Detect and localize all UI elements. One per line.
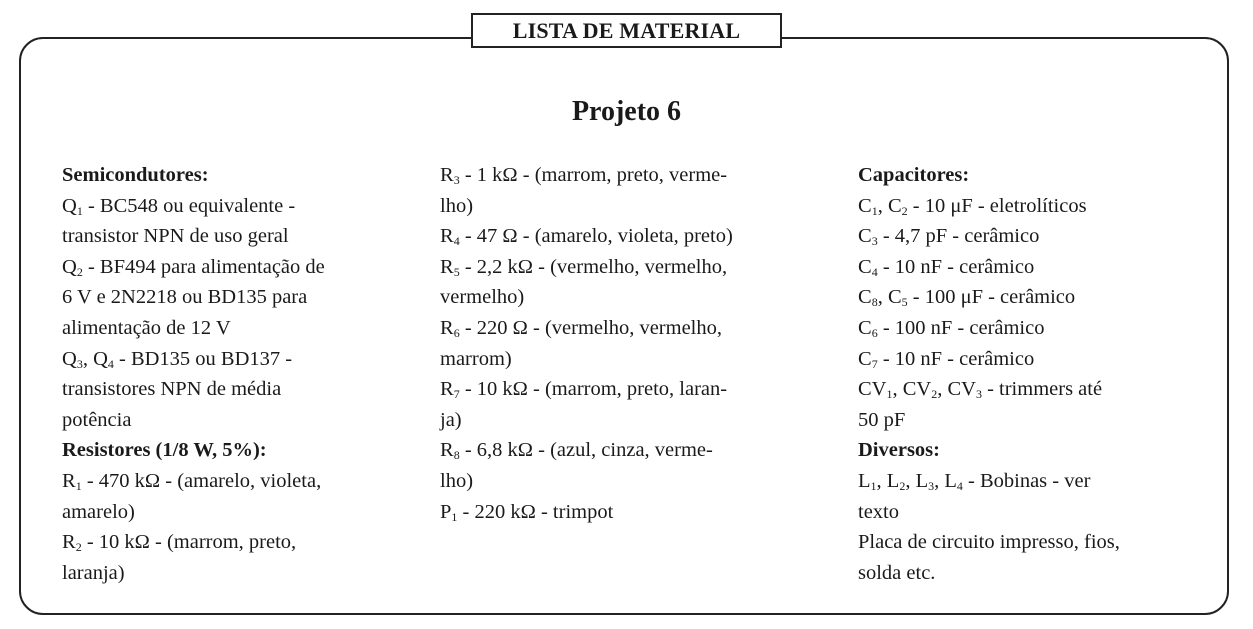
list-item xyxy=(858,405,1213,436)
component-index: 2 xyxy=(899,478,906,493)
list-item-text: Q xyxy=(62,347,77,370)
list-item-text: - Bobinas - ver xyxy=(962,469,1091,492)
list-item xyxy=(858,221,1213,252)
component-index: 2 xyxy=(931,387,938,402)
list-item-text: - 10 kΩ - (marrom, preto, xyxy=(81,531,297,554)
list-item-text: - 100 μF - cerâmico xyxy=(907,286,1076,309)
list-item-text: C xyxy=(858,316,872,339)
component-index: 6 xyxy=(871,325,878,340)
component-index: 4 xyxy=(453,234,460,249)
list-item-text: - 6,8 kΩ - (azul, cinza, verme- xyxy=(459,439,713,462)
list-item xyxy=(858,344,1213,375)
component-index: 2 xyxy=(901,203,908,218)
list-item xyxy=(440,374,835,405)
component-index: 1 xyxy=(870,478,877,493)
list-item xyxy=(62,191,412,222)
component-index: 6 xyxy=(453,325,460,340)
list-item-text: - 470 kΩ - (amarelo, violeta, xyxy=(81,469,322,492)
list-item-text: , C xyxy=(877,194,902,217)
list-item xyxy=(62,252,412,283)
component-index: 2 xyxy=(76,264,83,279)
component-index: 5 xyxy=(453,264,460,279)
list-header-title: LISTA DE MATERIAL xyxy=(512,17,741,43)
list-item-text: - 2,2 kΩ - (vermelho, vermelho, xyxy=(459,255,728,278)
list-item-text: ja) xyxy=(440,408,462,431)
component-index: 1 xyxy=(871,203,878,218)
list-item-text: - 10 nF - cerâmico xyxy=(877,255,1035,278)
list-item-text: R xyxy=(440,439,454,462)
component-index: 1 xyxy=(76,203,83,218)
list-item-text: , L xyxy=(934,469,957,492)
list-item xyxy=(858,466,1213,497)
list-item xyxy=(62,313,412,344)
list-item xyxy=(858,497,1213,528)
list-item-text: - BC548 ou equivalente - xyxy=(82,194,296,217)
list-item-text: 50 pF xyxy=(858,408,906,431)
component-index: 5 xyxy=(901,295,908,310)
component-index: 3 xyxy=(76,356,83,371)
list-item-text: lho) xyxy=(440,194,474,217)
component-index: 3 xyxy=(453,173,460,187)
list-item xyxy=(440,435,835,466)
project-title: Projeto 6 xyxy=(571,96,682,127)
list-item-text: R xyxy=(440,316,454,339)
list-item-text: lho) xyxy=(440,469,474,492)
list-item xyxy=(440,221,835,252)
list-item-text: , CV xyxy=(892,378,932,401)
list-item-text: marrom) xyxy=(440,347,512,370)
component-index: 1 xyxy=(75,478,82,493)
list-item-text: Placa de circuito impresso, fios, xyxy=(858,531,1120,554)
list-item-text: C xyxy=(858,194,872,217)
list-item-text: alimentação de 12 V xyxy=(62,316,231,339)
list-item-text: - 4,7 pF - cerâmico xyxy=(877,225,1040,248)
list-item-text: - 220 Ω - (vermelho, vermelho, xyxy=(459,316,722,339)
component-index: 1 xyxy=(451,509,458,524)
list-item-text: - 220 kΩ - trimpot xyxy=(457,500,614,523)
list-header xyxy=(471,13,782,48)
component-index: 3 xyxy=(928,478,935,493)
list-item-text: solda etc. xyxy=(858,561,936,584)
component-index: 7 xyxy=(453,387,460,402)
list-item xyxy=(440,344,835,375)
list-item-text: transistores NPN de média xyxy=(62,378,282,401)
list-item xyxy=(440,497,835,528)
list-item-text: - 10 μF - eletrolíticos xyxy=(907,194,1087,217)
section-heading: Capacitores: xyxy=(858,164,970,186)
list-item xyxy=(62,405,412,436)
list-item xyxy=(62,527,412,558)
list-item xyxy=(440,405,835,436)
list-item-text: , L xyxy=(905,469,929,492)
list-item-text: laranja) xyxy=(62,561,125,584)
list-item xyxy=(62,221,412,252)
list-item xyxy=(858,374,1213,405)
component-index: 1 xyxy=(886,387,893,402)
list-item-text: - 100 nF - cerâmico xyxy=(877,316,1045,339)
list-item xyxy=(62,374,412,405)
list-item-text: - BD135 ou BD137 - xyxy=(113,347,293,370)
list-item xyxy=(858,527,1213,558)
list-item xyxy=(858,313,1213,344)
list-item-text: R xyxy=(440,378,454,401)
component-index: 4 xyxy=(956,478,963,493)
list-item-text: R xyxy=(440,225,454,248)
list-item-text: C xyxy=(858,347,872,370)
list-item-text: texto xyxy=(858,500,899,523)
list-item xyxy=(62,344,412,375)
list-item-text: , Q xyxy=(82,347,108,370)
column-capacitors-misc xyxy=(858,160,1213,588)
list-item xyxy=(858,282,1213,313)
list-item xyxy=(62,497,412,528)
list-item-text: - 47 Ω - (amarelo, violeta, preto) xyxy=(459,225,733,248)
component-index: 3 xyxy=(871,234,878,249)
list-item xyxy=(858,558,1213,589)
list-item xyxy=(858,252,1213,283)
list-item-text: - 10 kΩ - (marrom, preto, laran- xyxy=(459,378,728,401)
section-heading: Semicondutores: xyxy=(62,164,209,186)
list-item-text: R xyxy=(440,164,454,186)
list-item-text: CV xyxy=(858,378,887,401)
component-index: 8 xyxy=(453,448,460,463)
component-index: 4 xyxy=(871,264,878,279)
list-item-text: Q xyxy=(62,194,77,217)
list-item xyxy=(440,313,835,344)
component-index: 4 xyxy=(107,356,114,371)
list-item xyxy=(62,558,412,589)
list-item-text: Q xyxy=(62,255,77,278)
column-semiconductors-resistors xyxy=(62,160,412,588)
list-item-text: - BF494 para alimentação de xyxy=(82,255,325,278)
list-item xyxy=(440,160,835,191)
list-item-text: R xyxy=(62,531,76,554)
list-item-text: P xyxy=(440,500,452,523)
section-heading: Diversos: xyxy=(858,439,940,462)
component-index: 2 xyxy=(75,540,82,555)
list-item-text: C xyxy=(858,255,872,278)
list-item-text: C xyxy=(858,286,872,309)
list-item xyxy=(62,282,412,313)
list-item-text: L xyxy=(858,469,871,492)
list-item-text: - 10 nF - cerâmico xyxy=(877,347,1035,370)
component-index: 3 xyxy=(975,387,982,402)
list-item-text: transistor NPN de uso geral xyxy=(62,225,289,248)
list-item xyxy=(440,252,835,283)
list-item-text: amarelo) xyxy=(62,500,135,523)
list-item-text: vermelho) xyxy=(440,286,525,309)
list-item-text: 6 V e 2N2218 ou BD135 para xyxy=(62,286,308,309)
section-heading: Resistores (1/8 W, 5%): xyxy=(62,439,267,462)
list-item-text: C xyxy=(858,225,872,248)
list-item-text: potência xyxy=(62,408,132,431)
column-resistors-continued xyxy=(440,160,835,527)
list-item-text: R xyxy=(440,255,454,278)
component-index: 7 xyxy=(871,356,878,371)
list-item-text: R xyxy=(62,469,76,492)
list-item-text: , C xyxy=(877,286,902,309)
list-item xyxy=(440,466,835,497)
list-item-text: - 1 kΩ - (marrom, preto, verme- xyxy=(459,164,728,186)
list-item-text: , L xyxy=(876,469,900,492)
component-index: 8 xyxy=(871,295,878,310)
list-item xyxy=(62,466,412,497)
list-item xyxy=(440,191,835,222)
list-item-text: - trimmers até xyxy=(981,378,1103,401)
list-item xyxy=(858,191,1213,222)
list-item-text: , CV xyxy=(937,378,976,401)
list-item xyxy=(440,282,835,313)
